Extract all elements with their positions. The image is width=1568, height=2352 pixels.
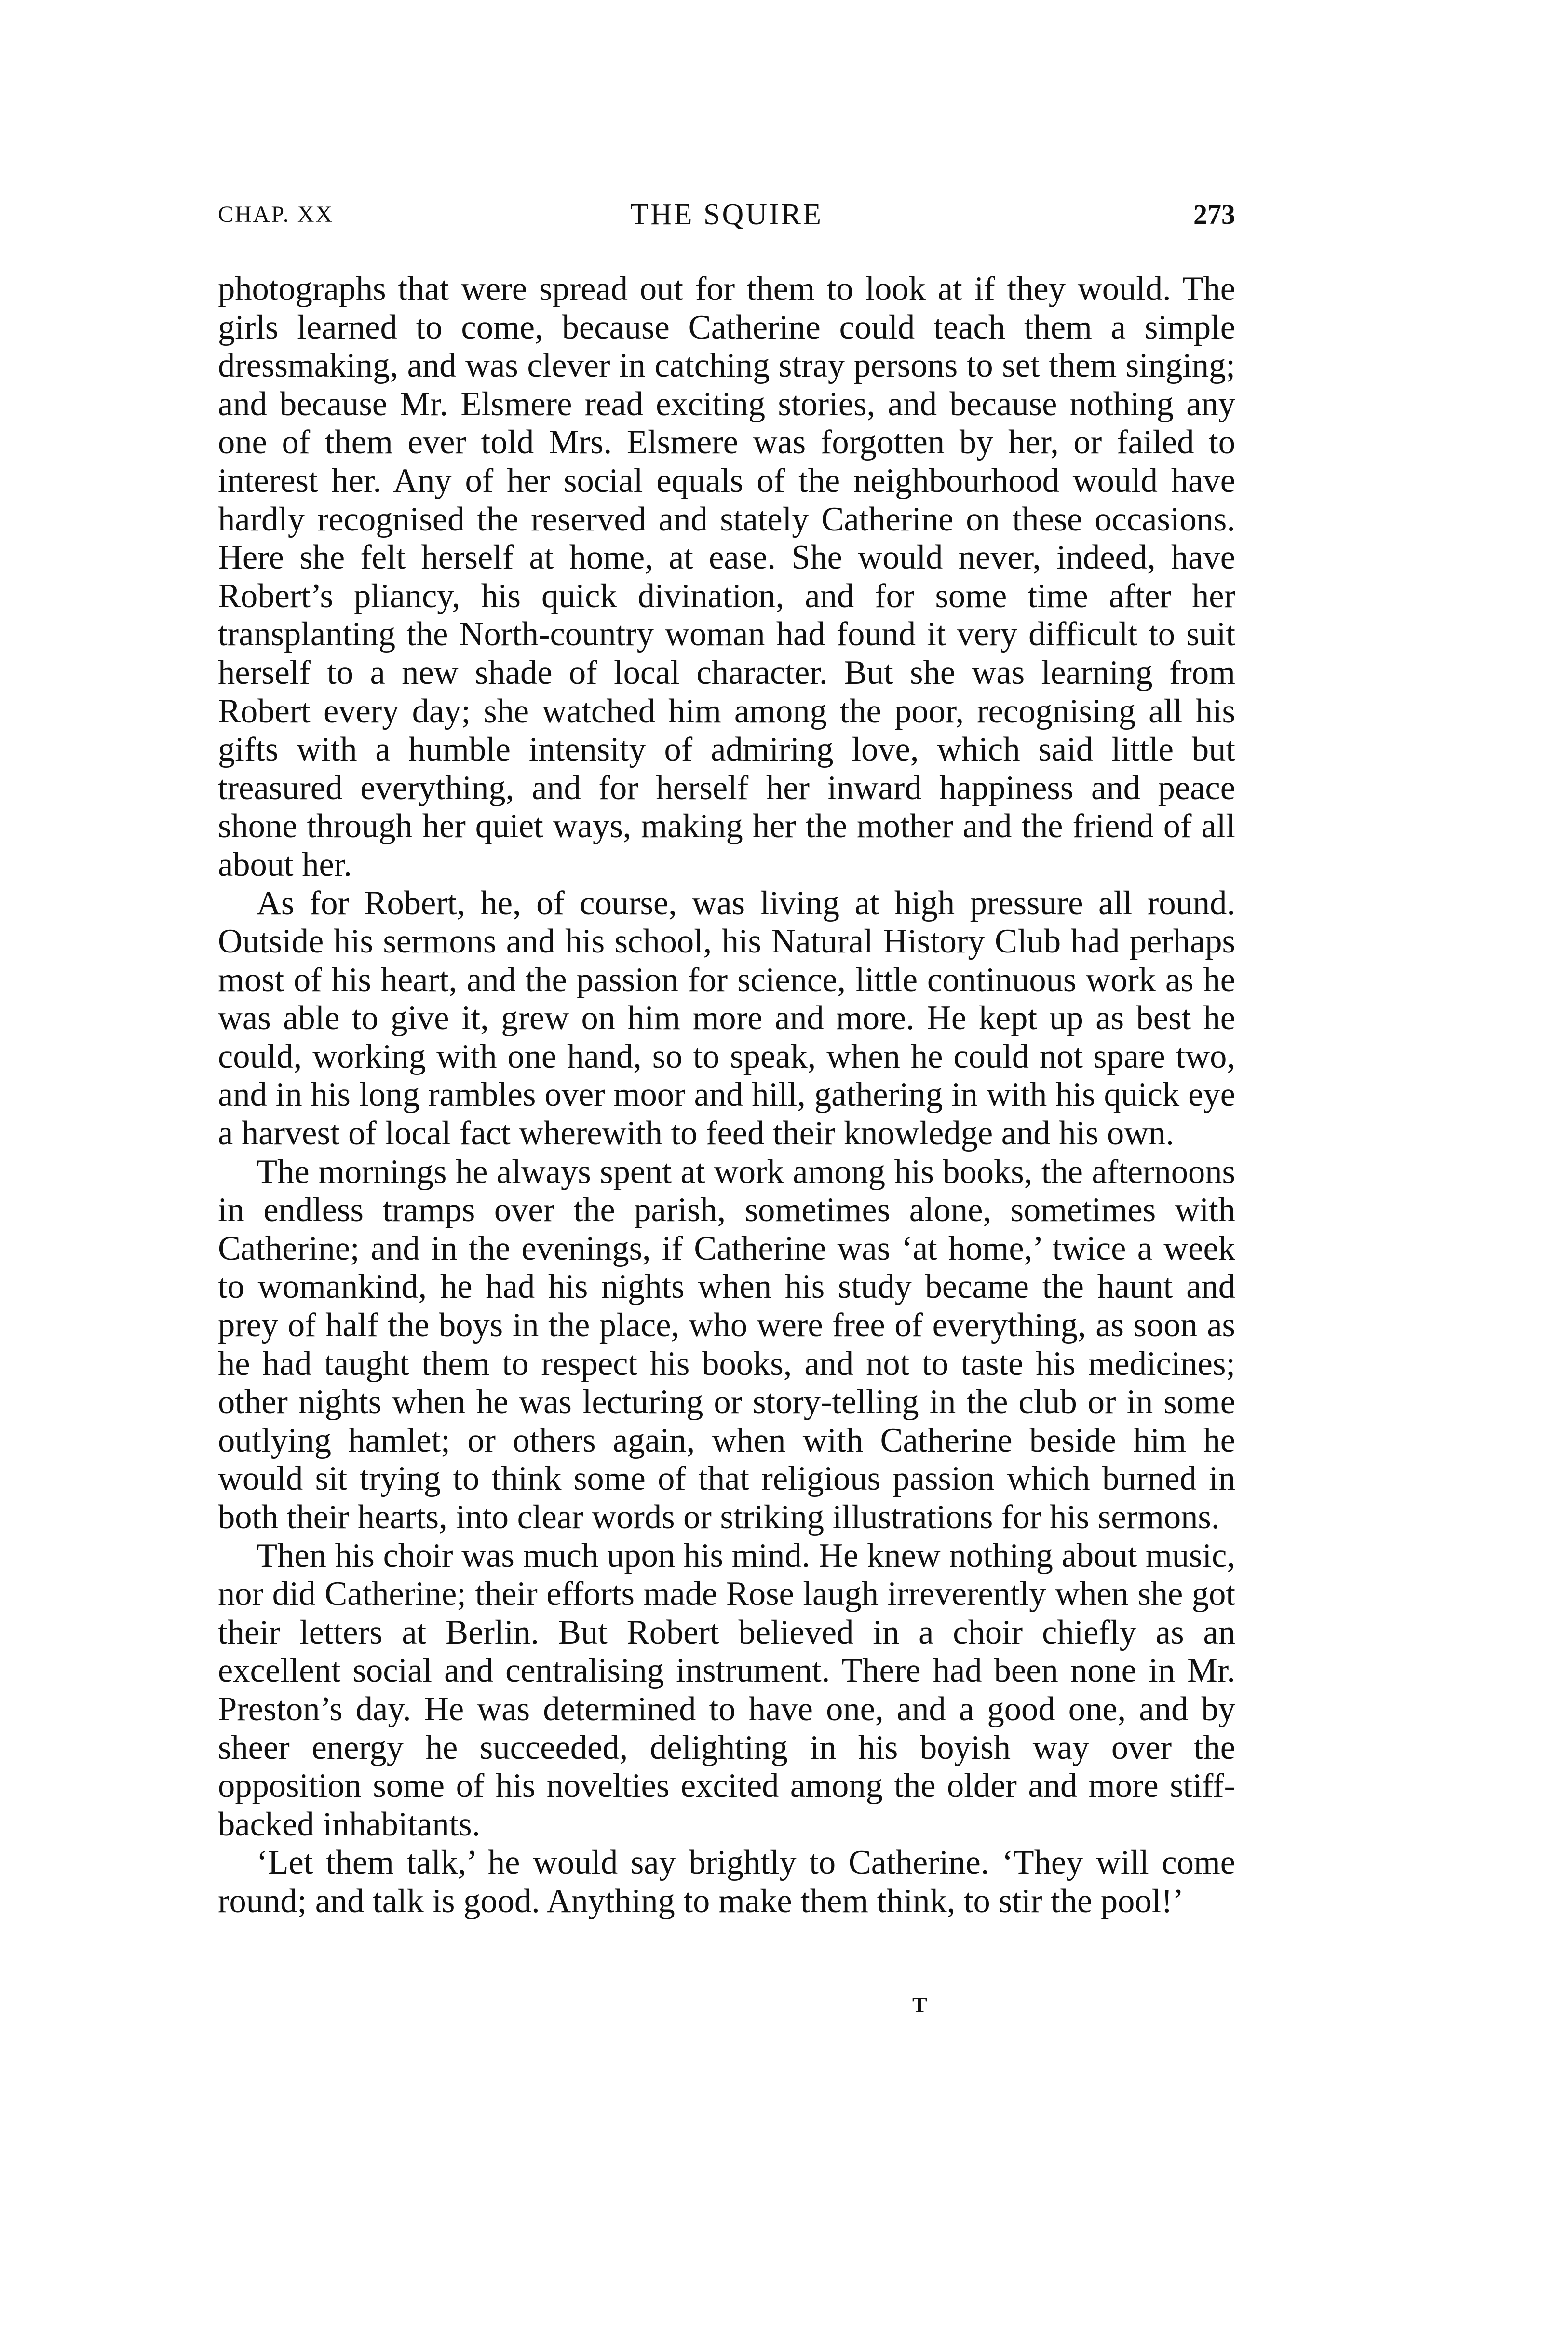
chapter-label: CHAP. XX [218,202,334,227]
paragraph: Then his choir was much upon his mind. He knew nothing about music, nor did Catherine; their efforts made Rose laugh irreverently when she got their letters at Berlin. But Robert believed in a choir chiefly as an excellent social and centralising instrument. There had been none in Mr. Preston’s day. He was determined to have one, and a good one, and by sheer energy he succeeded, delighting in his boyish way over the opposition some of his novelties excited among the older and more stiff-backed inhabitants. [218,1536,1235,1843]
paragraph-continued: photographs that were spread out for them to look at if they would. The girls learned to come, because Catherine could teach them a simple dressmaking, and was clever in catching stray persons to set them singing; and because Mr. Elsmere read exciting stories, and because nothing any one of them ever told Mrs. Elsmere was forgotten by her, or failed to interest her. Any of her social equals of the neighbourhood would have hardly recognised the reserved and stately Catherine on these occasions. Here she felt herself at home, at ease. She would never, indeed, have Robert’s pliancy, his quick divination, and for some time after her transplanting the North-country woman had found it very difficult to suit herself to a new shade of local character. But she was learning from Robert every day; she watched him among the poor, recognising all his gifts with a humble intensity of admiring love, which said little but treasured everything, and for herself her inward happiness and peace shone through her quiet ways, making her the mother and the friend of all about her. [218,270,1235,884]
body-text [218,270,1235,1921]
page-number: 273 [1193,199,1235,230]
paragraph: The mornings he always spent at work among his books, the afternoons in endless tramps over the parish, sometimes alone, sometimes with Catherine; and in the evenings, if Catherine was ‘at home,’ twice a week to womankind, he had his nights when his study became the haunt and prey of half the boys in the place, who were free of everything, as soon as he had taught them to respect his books, and not to taste his medicines; other nights when he was lecturing or story-telling in the club or in some outlying hamlet; or others again, when with Catherine beside him he would sit trying to think some of that religious passion which burned in both their hearts, into clear words or striking illustrations for his sermons. [218,1153,1235,1536]
signature-mark: T [912,1992,928,2017]
running-title: THE SQUIRE [630,198,823,231]
book-page [218,0,1235,2352]
paragraph: ‘Let them talk,’ he would say brightly to Catherine. ‘They will come round; and talk is good. Anything to make them think, to stir the pool!’ [218,1844,1235,1920]
running-head [218,193,1235,236]
paragraph: As for Robert, he, of course, was living at high pressure all round. Outside his sermons and his school, his Natural History Club had perhaps most of his heart, and the passion for science, little continuous work as he was able to give it, grew on him more and more. He kept up as best he could, working with one hand, so to speak, when he could not spare two, and in his long rambles over moor and hill, gathering in with his quick eye a harvest of local fact wherewith to feed their knowledge and his own. [218,884,1235,1153]
